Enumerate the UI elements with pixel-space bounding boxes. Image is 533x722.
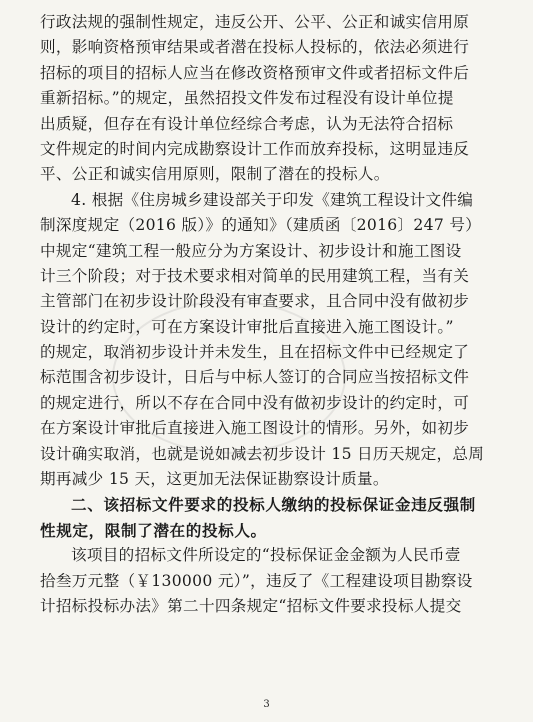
text-line: 制深度规定（2016 版）》的通知》（建质函〔2016〕247 号）: [40, 216, 482, 235]
page-number: 3: [263, 699, 270, 710]
text-line: 设计的约定时，可在方案设计审批后直接进入施工图设计。”: [40, 317, 454, 336]
text-line: 设计确实取消，也就是说如减去初步设计 15 日历天规定，总周: [40, 444, 485, 463]
text-line: 出质疑，但存在有设计单位经综合考虑，认为无法符合招标: [40, 114, 454, 133]
section-heading-line: 二、该招标文件要求的投标人缴纳的投标保证金违反强制: [71, 495, 476, 515]
text-line: 行政法规的强制性规定，违反公开、公平、公正和诚实信用原: [40, 13, 470, 31]
body-text: [40, 10, 496, 619]
text-line: 标范围含初步设计，日后与中标人签订的合同应当按招标文件: [40, 368, 470, 387]
text-line: 招标的项目的招标人应当在修改资格预审文件或者招标文件后: [40, 63, 470, 82]
text-line: 计三个阶段；对于技术要求相对简单的民用建筑工程，当有关: [40, 266, 470, 285]
text-line: 计招标投标办法》第二十四条规定“招标文件要求投标人提交: [40, 596, 462, 615]
text-line: 中规定“建筑工程一般应分为方案设计、初步设计和施工图设: [40, 241, 462, 260]
text-line: 则，影响资格预审结果或者潜在投标人投标的，依法必须进行: [40, 38, 470, 57]
text-line: 的规定进行，所以不存在合同中没有做初步设计的约定时，可: [40, 393, 470, 412]
text-line: 的规定，取消初步设计并未发生，且在招标文件中已经规定了: [40, 343, 470, 362]
text-line: 文件规定的时间内完成勘察设计工作而放弃投标，这明显违反: [40, 139, 470, 158]
text-line: 期再减少 15 天，这更加无法保证勘察设计质量。: [40, 470, 389, 489]
text-line: 在方案设计审批后直接进入施工图设计的情形。另外，如初步: [40, 419, 470, 438]
text-line: 4. 根据《住房城乡建设部关于印发《建筑工程设计文件编: [71, 190, 474, 209]
text-line: 平、公正和诚实信用原则，限制了潜在的投标人。: [40, 165, 390, 184]
text-line: 拾叁万元整（￥130000 元）”，违反了《工程建设项目勘察设: [40, 571, 473, 590]
text-line: 重新招标。”的规定，虽然招投文件发布过程没有设计单位提: [40, 89, 454, 108]
text-line: 该项目的招标文件所设定的“投标保证金金额为人民币壹: [71, 546, 461, 565]
text-line: 主管部门在初步设计阶段没有审查要求，且合同中没有做初步: [40, 292, 470, 311]
section-heading-line: 性规定，限制了潜在的投标人。: [40, 520, 267, 540]
